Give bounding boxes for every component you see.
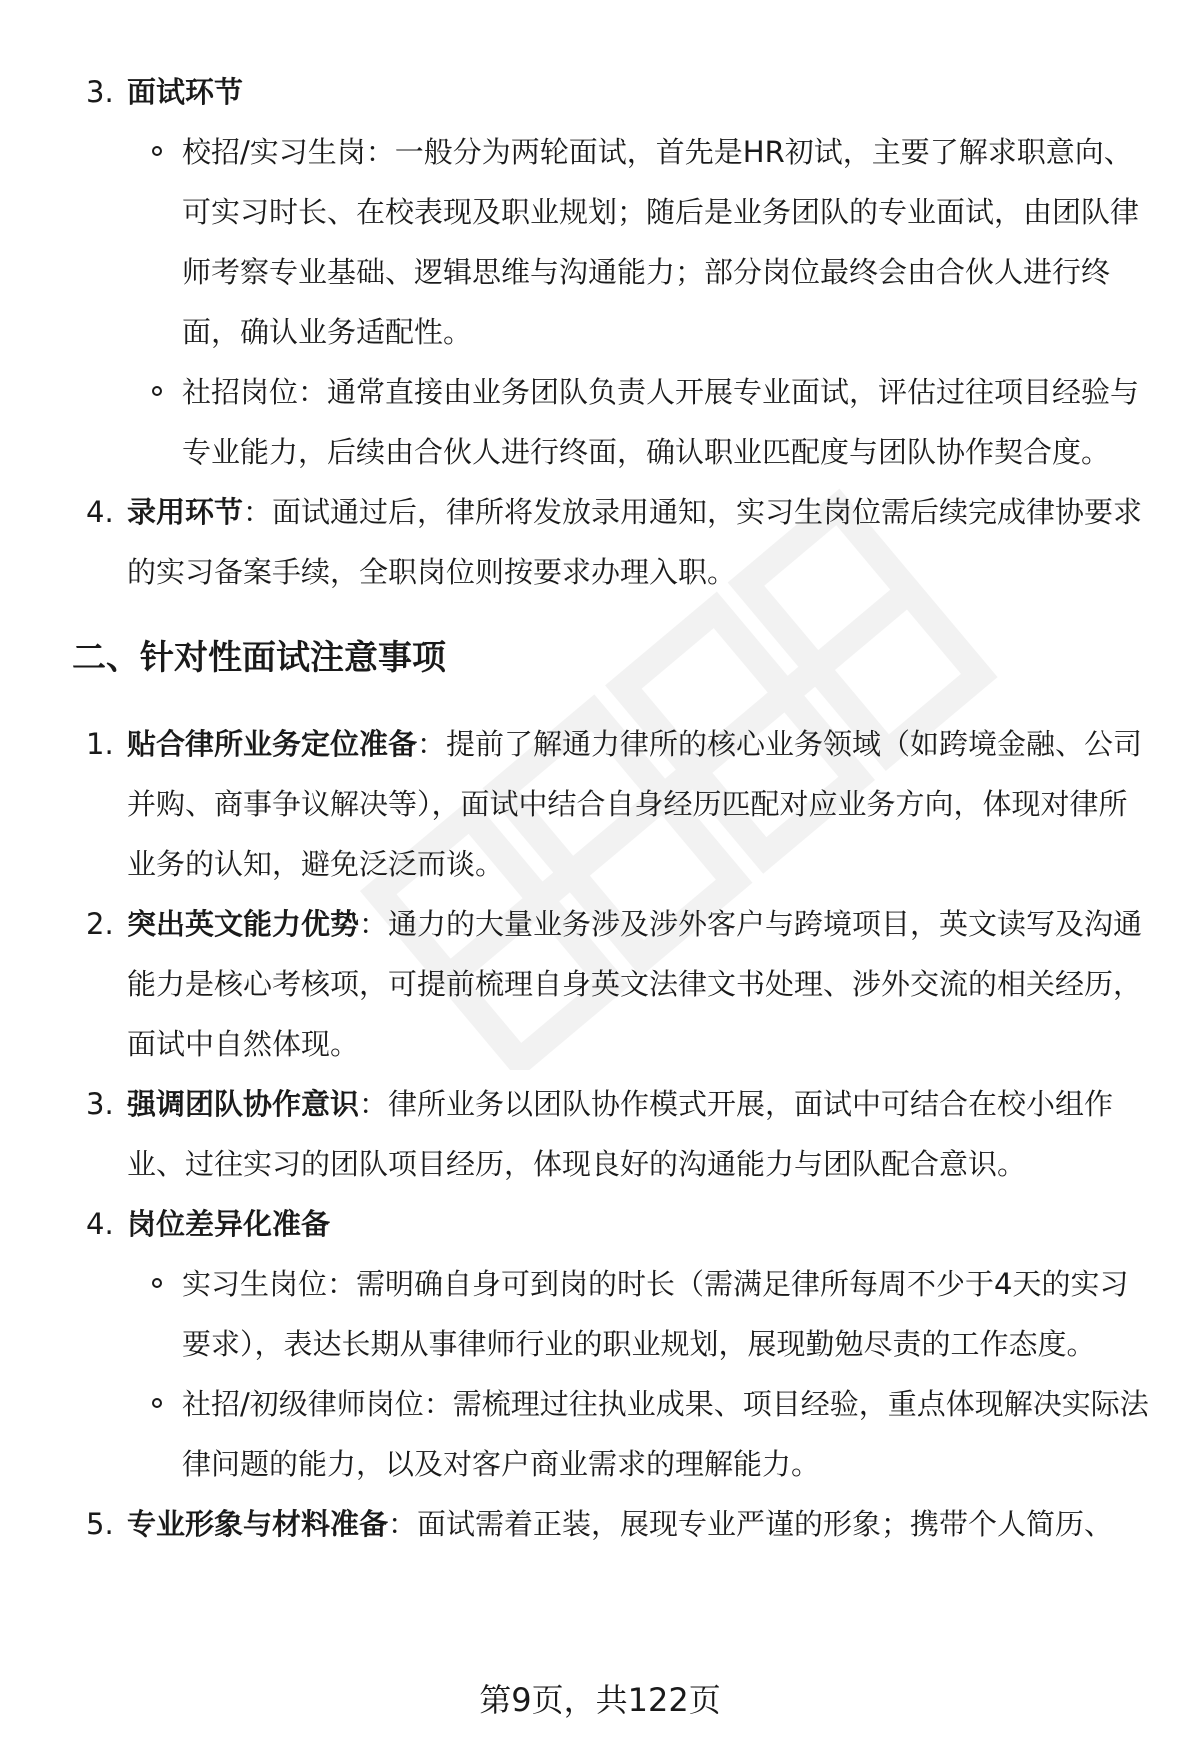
list-item-title: 贴合律所业务定位准备: [127, 727, 418, 761]
sub-list-text: 社招/初级律师岗位：需梳理过往执业成果、项目经验，重点体现解决实际法律问题的能力，以及对客户商业需求的理解能力。: [182, 1387, 1149, 1481]
list-number: 2.: [86, 907, 114, 941]
list-number: 4.: [86, 1207, 114, 1241]
circle-bullet-icon: [152, 1398, 162, 1408]
list-item-text: ：提前了解通力律所的核心业务领域（如跨境金融、公司并购、商事争议解决等），面试中结合自身经历匹配对应业务方向，体现对律所业务的认知，避免泛泛而谈。: [127, 727, 1143, 881]
list-item: [0, 894, 1200, 1074]
sub-list-text: 实习生岗位：需明确自身可到岗的时长（需满足律所每周不少于4天的实习要求），表达长期从事律师行业的职业规划，展现勤勉尽责的工作态度。: [182, 1267, 1129, 1361]
list-item-body: [127, 1194, 1147, 1254]
list-item-title: 专业形象与材料准备: [127, 1507, 389, 1541]
list-item: [0, 1074, 1200, 1194]
list-number: 4.: [86, 495, 114, 529]
content: [0, 62, 1200, 1554]
list-item: [0, 714, 1200, 894]
list-item-body: [127, 1494, 1147, 1554]
list-item-text: ：面试需着正装，展现专业严谨的形象；携带个人简历、: [388, 1507, 1114, 1541]
sub-list-text: 校招/实习生岗：一般分为两轮面试，首先是HR初试，主要了解求职意向、可实习时长、在校表现及职业规划；随后是业务团队的专业面试，由团队律师考察专业基础、逻辑思维与沟通能力；部分岗位最终会由合伙人进行终面，确认业务适配性。: [182, 135, 1140, 349]
list-item-title: 录用环节: [127, 495, 244, 529]
list-number: 3.: [86, 75, 114, 109]
list-item-title: 岗位差异化准备: [127, 1207, 331, 1241]
list-item-body: [127, 714, 1147, 894]
section-heading: 二、针对性面试注意事项: [72, 638, 446, 678]
circle-bullet-icon: [152, 386, 162, 396]
sub-list-item: [182, 1374, 1152, 1494]
page-number: 第9页，共122页: [479, 1681, 721, 1719]
sub-list-text: 社招岗位：通常直接由业务团队负责人开展专业面试，评估过往项目经验与专业能力，后续由合伙人进行终面，确认职业匹配度与团队协作契合度。: [182, 375, 1140, 469]
sub-list-item: [182, 1254, 1152, 1374]
list-item: [0, 62, 1200, 482]
sub-list-item: [182, 122, 1152, 362]
list-item-text: ：面试通过后，律所将发放录用通知，实习生岗位需后续完成律协要求的实习备案手续，全职岗位则按要求办理入职。: [127, 495, 1143, 589]
list-item-body: [127, 1074, 1147, 1194]
list-item: [0, 1194, 1200, 1494]
list-number: 3.: [86, 1087, 114, 1121]
list-item-body: [127, 482, 1147, 602]
list-item-text: ：通力的大量业务涉及涉外客户与跨境项目，英文读写及沟通能力是核心考核项，可提前梳理自身英文法律文书处理、涉外交流的相关经历，面试中自然体现。: [127, 907, 1143, 1061]
list-item: [0, 482, 1200, 602]
list-item-text: ：律所业务以团队协作模式开展，面试中可结合在校小组作业、过往实习的团队项目经历，体现良好的沟通能力与团队配合意识。: [127, 1087, 1114, 1181]
list-number: 5.: [86, 1507, 114, 1541]
list-item: [0, 1494, 1200, 1554]
list-item-body: [127, 894, 1147, 1074]
list-item-title: 强调团队协作意识: [127, 1087, 360, 1121]
sub-list-item: [182, 362, 1152, 482]
list-item-body: [127, 62, 1147, 122]
list-number: 1.: [86, 727, 114, 761]
list-item-title: 突出英文能力优势: [127, 907, 360, 941]
list-item-title: 面试环节: [127, 75, 244, 109]
circle-bullet-icon: [152, 1278, 162, 1288]
circle-bullet-icon: [152, 146, 162, 156]
